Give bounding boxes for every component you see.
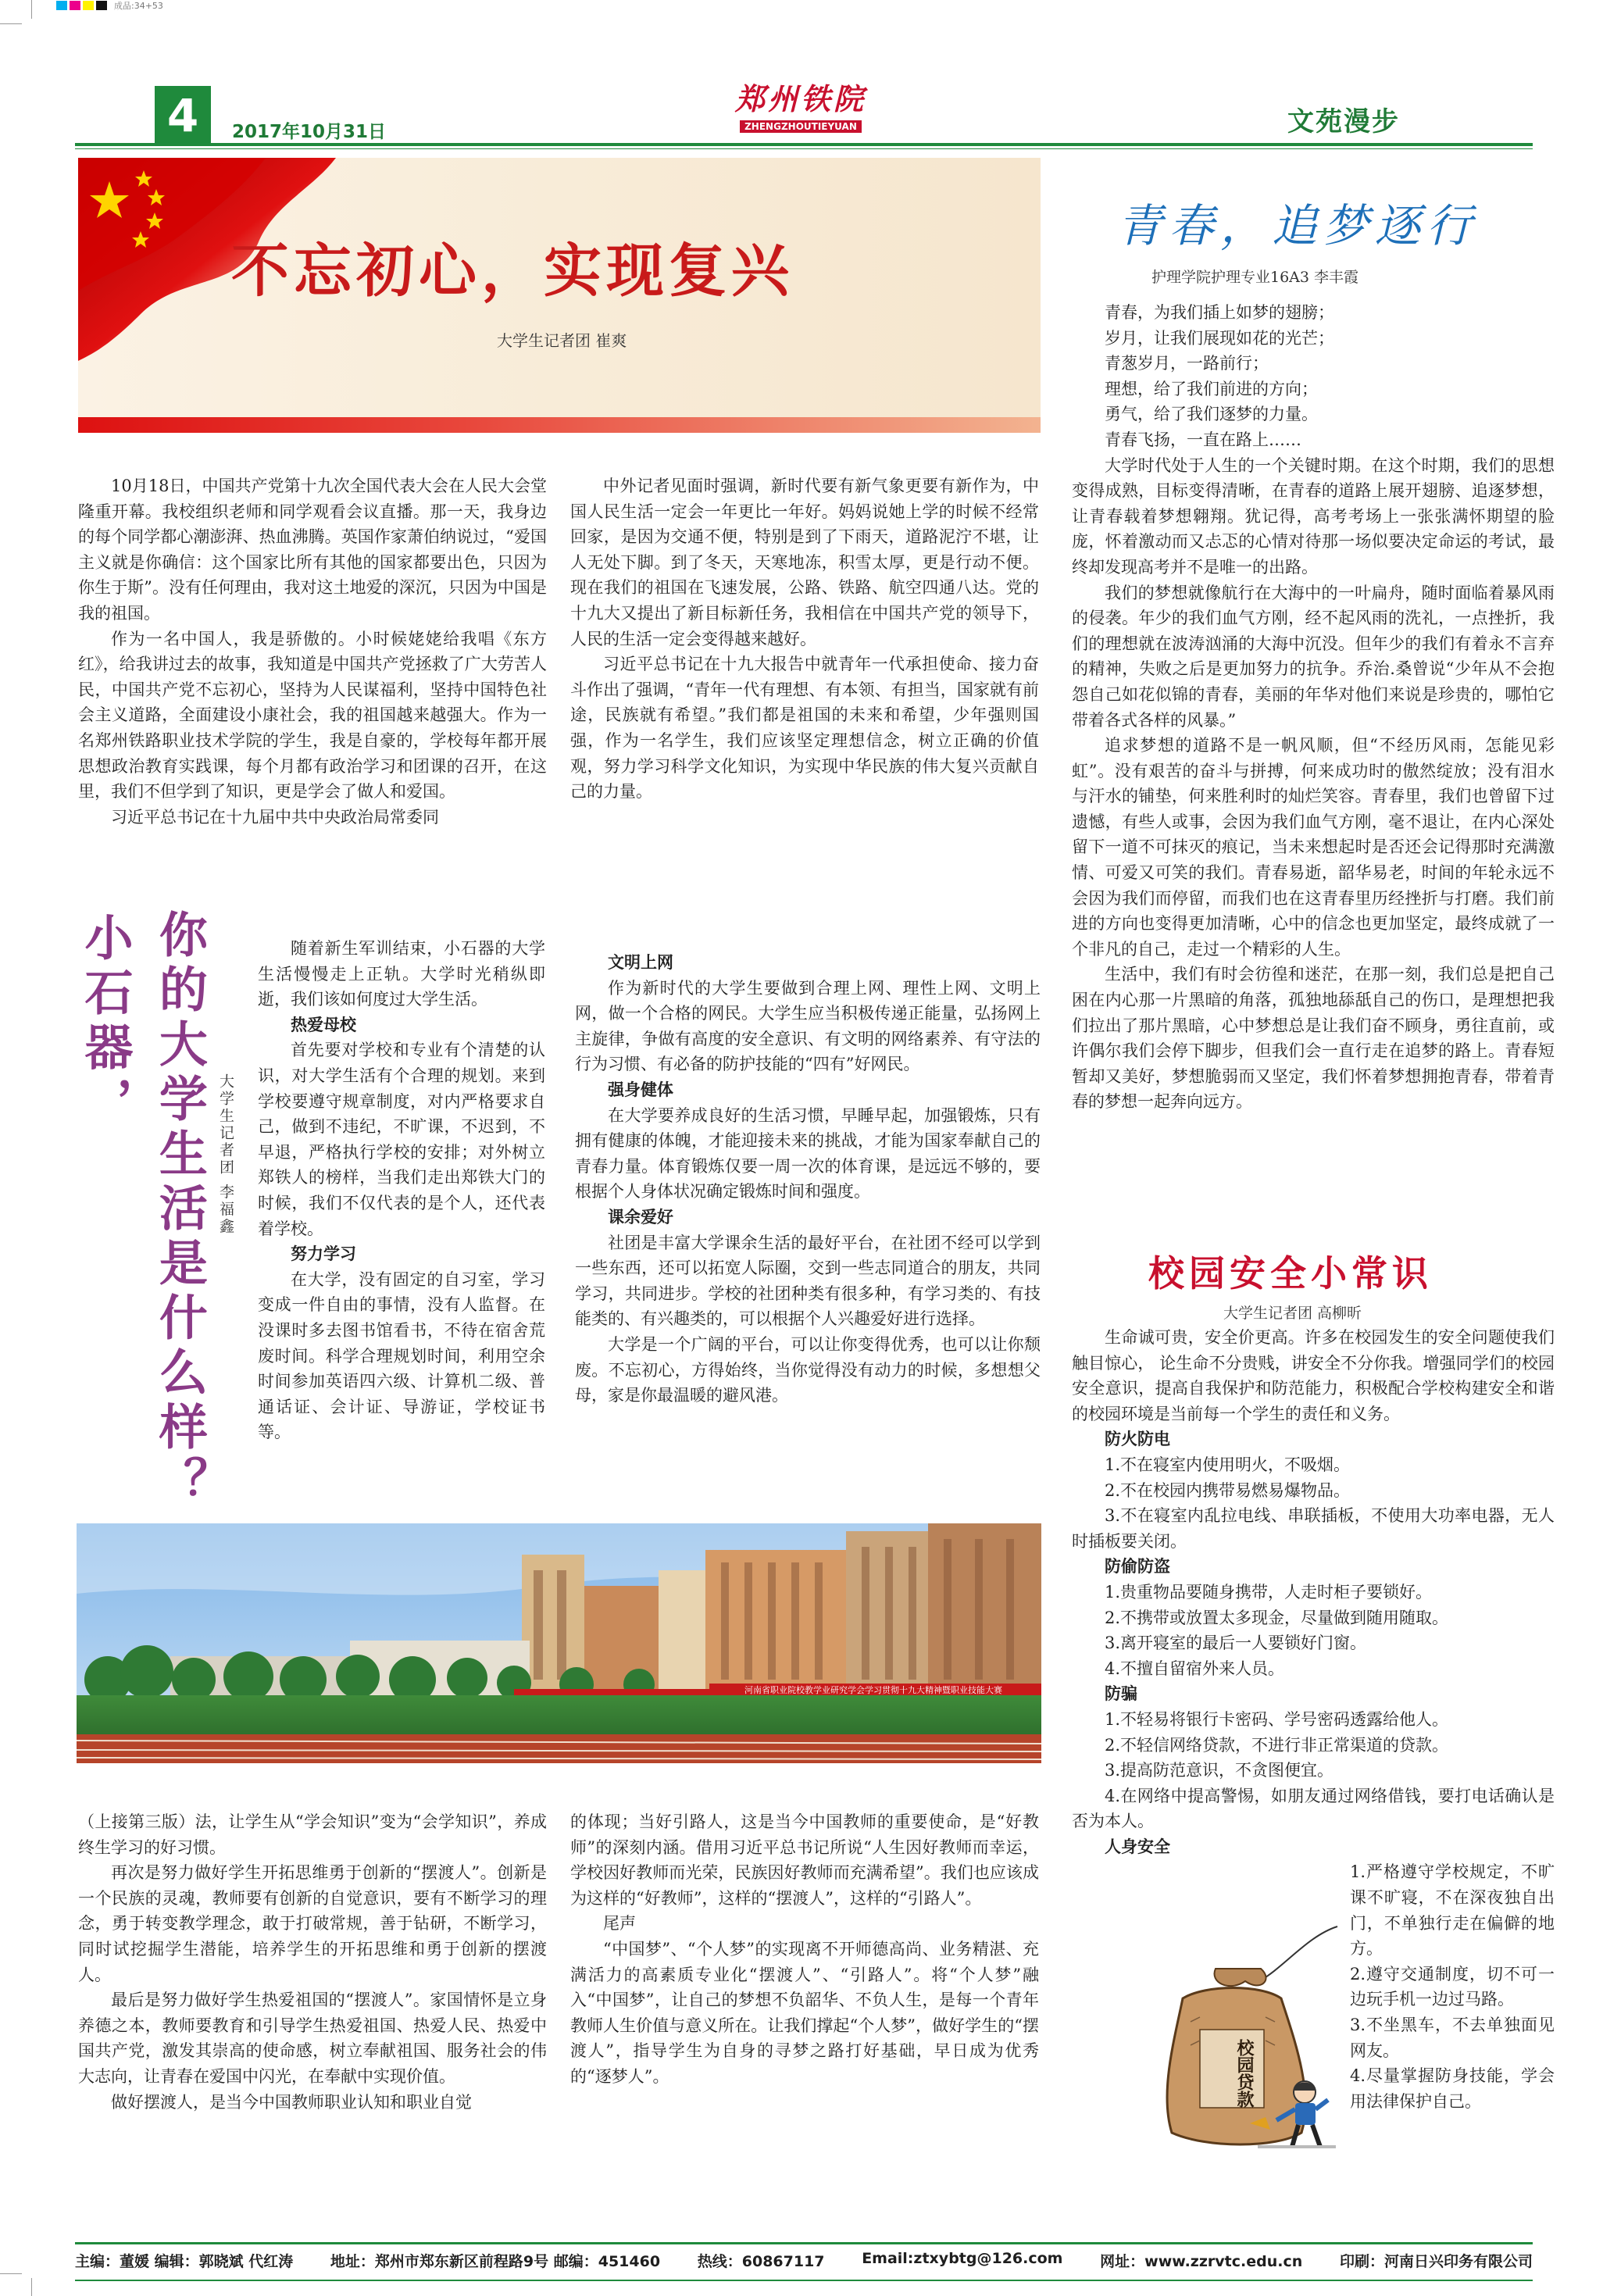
article1-column-2 [570, 473, 1039, 805]
article4-title: 校园安全小常识 [1148, 1252, 1433, 1294]
paragraph: 大学是一个广阔的平台，可以让你变得优秀，也可以让你颓废。不忘初心，方得始终，当你觉得没有动力的时候，多想想父母，家是你最温暖的避风港。 [575, 1334, 1041, 1405]
footer [75, 2250, 1533, 2271]
safety-item: 2.不携带或放置太多现金，尽量做到随用随取。 [1105, 1608, 1449, 1627]
footer-address: 地址：郑州市郑东新区前程路9号 邮编：451460 [330, 2253, 661, 2270]
safety-item: 4.尽量掌握防身技能，学会用法律保护自己。 [1350, 2066, 1555, 2111]
black-mark [96, 1, 107, 10]
paragraph: 做好摆渡人，是当今中国教师职业认知和职业自觉 [111, 2092, 472, 2112]
footer-printer: 印刷：河南日兴印务有限公司 [1339, 2253, 1533, 2270]
footer-rule [75, 2242, 1533, 2244]
safety-item: 1.贵重物品要随身携带，人走时柜子要锁好。 [1105, 1582, 1433, 1601]
paragraph: 最后是努力做好学生热爱祖国的“摆渡人”。家国情怀是立身养德之本，教师要教育和引导学生热爱祖国、热爱人民、热爱中国共产党，激发其崇高的使命感，树立奉献祖国、服务社会的伟大志向，让青春在爱国中闪光，在奉献中实现价值。 [78, 1991, 547, 2086]
article1-title: 不忘初心，实现复兴 [231, 237, 794, 305]
intro-paragraph: 生命诚可贵，安全价更高。许多在校园发生的安全问题使我们触目惊心， 论生命不分贵贱，讲安全不分你我。增强同学们的校园安全意识，提高自我保护和防范能力，积极配合学校构建安全和谐的校园环境是当前每一个学生的责任和义务。 [1072, 1328, 1555, 1423]
paragraph: 首先要对学校和专业有个清楚的认识，对大学生活有个合理的规划。来到学校要遵守规章制度，对内严格要求自己，做到不违纪，不旷课，不迟到，不早退，严格执行学校的安排；对外树立郑铁人的榜样，当我们走出郑铁大门的时候，我们不仅代表的是个人，还代表着学校。 [258, 1041, 545, 1238]
paragraph: 我们的梦想就像航行在大海中的一叶扁舟，随时面临着暴风雨的侵袭。年少的我们血气方刚，经不起风雨的洗礼，一点挫折，我们的理想就在波涛汹涌的大海中沉没。但年少的我们有着永不言弃的精神，失败之后是更加努力的抗争。乔治.桑曾说“少年从不会抱怨自己如花似锦的青春，美丽的年华对他们来说是珍贵的，哪怕它带着各式各样的风暴。” [1072, 583, 1555, 730]
subheading: 文明上网 [608, 953, 673, 972]
paragraph: 随着新生军训结束，小石器的大学生活慢慢走上正轨。大学时光稍纵即逝，我们该如何度过大学生活。 [258, 939, 545, 1009]
student-figure-icon [1250, 2076, 1344, 2153]
paragraph: 中外记者见面时强调，新时代要有新气象更要有新作为，中国人民生活一定会一年更比一年好。妈妈说她上学的时候不经常回家，是因为交通不便，特别是到了下雨天，道路泥泞不堪，让人无处下脚。到了冬天，天寒地冻，积雪太厚，更是行动不便。现在我们的祖国在飞速发展，公路、铁路、航空四通八达。党的十九大又提出了新目标新任务，我相信在中国共产党的领导下，人民的生活一定会变得越来越好。 [570, 477, 1039, 648]
issue-date: 2017年10月31日 [232, 122, 387, 142]
article3-body [1072, 300, 1555, 1115]
page-number: 4 [155, 86, 211, 145]
article2-column-1 [258, 936, 545, 1445]
section-title: 文苑漫步 [1287, 106, 1400, 137]
article1-banner [78, 158, 1041, 433]
subheading: 努力学习 [291, 1244, 356, 1264]
yellow-mark [83, 1, 94, 10]
crop-mark [0, 23, 22, 24]
article4-byline: 大学生记者团 高柳昕 [1223, 1305, 1362, 1322]
article2-column-2 [575, 950, 1041, 1409]
article3-byline: 护理学院护理专业16A3 李丰霞 [1151, 269, 1359, 286]
print-code: 成品:34+53 [114, 1, 163, 11]
paragraph: 生活中，我们有时会彷徨和迷茫，在那一刻，我们总是把自己困在内心那一片黑暗的角落，孤独地舔舐自己的伤口，是理想把我们拉出了那片黑暗，心中梦想总是让我们奋不顾身，勇往直前，或许偶尔我们会停下脚步，但我们会一直行走在追梦的路上。青春短暂却又美好，梦想脆弱而又坚定，我们怀着梦想拥抱青春，带着青春的梦想一起奔向远方。 [1072, 965, 1555, 1112]
header-rule [75, 143, 1533, 146]
footer-rule-bottom [75, 2280, 1533, 2281]
safety-item: 3.离开寝室的最后一人要锁好门窗。 [1105, 1634, 1367, 1653]
article2-title-right: 你的大学生活是什么样？ [151, 909, 209, 1511]
paragraph: 10月18日，中国共产党第十九次全国代表大会在人民大会堂隆重开幕。我校组织老师和同学观看会议直播。那一天，我身边的每个同学都心潮澎湃、热血沸腾。英国作家萧伯纳说过，“爱国主义就是你确信：这个国家比所有其他的国家都要出色，只因为你生于斯”。没有任何理由，我对这土地爱的深沉，只因为中国是我的祖国。 [78, 477, 547, 623]
safety-item: 4.在网络中提高警惕，如朋友通过网络借钱，要打电话确认是否为本人。 [1072, 1786, 1555, 1831]
logo-calligraphy: 郑州铁院 [734, 81, 866, 116]
paragraph: 再次是努力做好学生开拓思维勇于创新的“摆渡人”。创新是一个民族的灵魂，教师要有创新的自觉意识，要有不断学习的理念，勇于转变教学理念，敢于打破常规，善于钻研，不断学习，同时试挖掘学生潜能，培养学生的开拓思维和勇于创新的摆渡人。 [78, 1863, 547, 1984]
paragraph: 追求梦想的道路不是一帆风顺，但“不经历风雨，怎能见彩虹”。没有艰苦的奋斗与拼搏，何来成功时的傲然绽放；没有泪水与汗水的铺垫，何来胜利时的灿烂笑容。青春里，我们也曾留下过遗憾，有些人或事，会因为我们血气方刚，毫不退让，在内心深处留下一道不可抹灭的痕记，当未来想起时是否还会记得那时充满激情、可爱又可笑的我们。青春易逝，韶华易老，时间的年轮永远不会因为我们而停留，而我们也在这青春里历经挫折与打磨。我们前进的方向也变得更加清晰，心中的信念也更加坚定，最终成就了一个非凡的自己，走过一个精彩的人生。 [1072, 736, 1555, 959]
cartoon-bag-label: 校园贷款 [1234, 2039, 1254, 2108]
safety-item: 2.不轻信网络贷款，不进行非正常渠道的贷款。 [1105, 1735, 1449, 1755]
newspaper-logo [723, 75, 879, 133]
cyan-mark [56, 1, 67, 10]
print-color-marks [56, 0, 212, 11]
subheading: 强身健体 [608, 1080, 673, 1099]
article1-byline: 大学生记者团 崔爽 [497, 331, 627, 350]
magenta-mark [70, 1, 80, 10]
article2-title-left: 小石器， [77, 912, 134, 1131]
footer-email[interactable]: Email:ztxybtg@126.com [862, 2250, 1063, 2267]
campus-photo [77, 1523, 1041, 1763]
article1-column-1 [78, 473, 547, 830]
paragraph: 的体现；当好引路人，这是当今中国教师的重要使命，是“好教师”的深刻内涵。借用习近平总书记所说“人生因好教师而幸运，学校因好教师而光荣，民族因好教师而充满希望”。我们也应该成为这样的“好教师”，这样的“摆渡人”，这样的“引路人”。 [570, 1812, 1039, 1908]
paragraph: 作为新时代的大学生要做到合理上网、理性上网、文明上网，做一个合格的网民。大学生应当积极传递正能量，弘扬网上主旋律，争做有高度的安全意识、有文明的网络素养、有守法的行为习惯、有必备的防护技能的“四有”好网民。 [575, 978, 1041, 1074]
safety-item: 1.严格遵守学校规定，不旷课不旷寝，不在深夜独自出门，不单独行走在偏僻的地方。 [1350, 1862, 1555, 1959]
paragraph: 社团是丰富大学课余生活的最好平台，在社团不经可以学到一些东西，还可以拓宽人际圈，交到一些志同道合的朋友，共同学习，共同进步。学校的社团种类有很多种，有学习类的、有技能类的、有兴趣类的，可以根据个人兴趣爱好进行选择。 [575, 1233, 1041, 1329]
paragraph: 习近平总书记在十九大报告中就青年一代承担使命、接力奋斗作出了强调，“青年一代有理想、有本领、有担当，国家就有前途，民族就有希望。”我们都是祖国的未来和希望，少年强则国强，作为一名学生，我们应该坚定理想信念，树立正确的价值观，努力学习科学文化知识，为实现中华民族的伟大复兴贡献自己的力量。 [570, 655, 1039, 802]
paragraph: 习近平总书记在十九届中共中央政治局常委同 [111, 807, 439, 827]
article3-title: 青春，追梦逐行 [1117, 199, 1479, 252]
paragraph: （上接第三版）法，让学生从“学会知识”变为“会学知识”，养成终生学习的好习惯。 [78, 1812, 547, 1857]
paragraph: 在大学，没有固定的自习室，学习变成一件自由的事情，没有人监督。在没课时多去图书馆看书，不待在宿舍荒废时间。科学合理规划时间，利用空余时间参加英语四六级、计算机二级、普通话证、会计证、导游证，学校证书等。 [258, 1269, 545, 1442]
footer-hotline: 热线：60867117 [697, 2253, 825, 2270]
banner-bottom-band [78, 417, 1041, 433]
safety-item: 1.不轻易将银行卡密码、学号密码透露给他人。 [1105, 1709, 1449, 1729]
poem-line: 理想，给了我们前进的方向； [1105, 379, 1318, 398]
poem-line: 青葱岁月，一路前行； [1105, 354, 1269, 373]
safety-heading: 防火防电 [1105, 1430, 1170, 1449]
safety-item: 2.不在校园内携带易燃易爆物品。 [1105, 1480, 1351, 1500]
article5-column-1 [78, 1809, 547, 2115]
footer-website[interactable]: 网址：www.zzrvtc.edu.cn [1100, 2253, 1303, 2270]
photo-banner-text: 河南省职业院校教学业研究学会学习贯彻十九大精神暨职业技能大赛 [744, 1685, 1002, 1695]
safety-item: 3.提高防范意识，不贪图便宜。 [1105, 1761, 1334, 1780]
crop-mark [0, 2273, 22, 2274]
safety-item: 2.遵守交通制度，切不可一边玩手机一边过马路。 [1350, 1964, 1555, 2009]
paragraph: “中国梦”、“个人梦”的实现离不开师德高尚、业务精湛、充满活力的高素质专业化“摆渡人”、“引路人”。将“个人梦”融入“中国梦”，让自己的梦想不负韶华、不负人生，是每一个青年教师人生价值与意义所在。让我们撑起“个人梦”，做好学生的“摆渡人”，指导学生为自身的寻梦之路打好基础，早日成为优秀的“逐梦人”。 [570, 1939, 1039, 2086]
subheading: 课余爱好 [608, 1207, 673, 1227]
header-rule-thin [75, 148, 1533, 149]
safety-heading: 防骗 [1105, 1684, 1137, 1704]
safety-heading: 人身安全 [1105, 1837, 1170, 1856]
paragraph: 在大学要养成良好的生活习惯，早睡早起，加强锻炼，只有拥有健康的体魄，才能迎接未来的挑战，才能为国家奉献自己的青春力量。体育锻炼仅要一周一次的体育课，是远远不够的，要根据个人身体状况确定锻炼时间和强度。 [575, 1105, 1041, 1202]
safety-heading: 防偷防盗 [1105, 1557, 1170, 1576]
safety-item: 3.不坐黑车，不去单独面见网友。 [1350, 2016, 1555, 2060]
campus-image [77, 1523, 1041, 1763]
poem-line: 勇气，给了我们逐梦的力量。 [1105, 405, 1318, 424]
poem-line: 青春，为我们插上如梦的翅膀； [1105, 303, 1334, 322]
safety-item: 1.不在寝室内使用明火，不吸烟。 [1105, 1455, 1351, 1474]
poem-line: 青春飞扬，一直在路上…… [1105, 430, 1301, 449]
crop-mark [31, 2278, 32, 2296]
paragraph: 大学时代处于人生的一个关键时期。在这个时期，我们的思想变得成熟，目标变得清晰，在青春的道路上展开翅膀、追逐梦想，让青春载着梦想翱翔。犹记得，高考考场上一张张满怀期望的脸庞，怀着激动而又忐忑的心情对待那一场似要决定命运的考试，最终却发现高考并不是唯一的出路。 [1072, 455, 1555, 577]
loan-trap-cartoon [1128, 1920, 1350, 2153]
footer-editors: 主编：董媛 编辑：郭晓斌 代红涛 [75, 2253, 294, 2270]
subheading: 热爱母校 [291, 1015, 356, 1034]
article2-byline: 大学生记者团 李福鑫 [217, 1073, 234, 1236]
paragraph: 作为一名中国人，我是骄傲的。小时候姥姥给我唱《东方红》，给我讲过去的故事，我知道是中国共产党拯救了广大劳苦人民，中国共产党不忘初心，坚持为人民谋福利，坚持中国特色社会主义道路，全面建设小康社会，我的祖国越来越强大。作为一名郑州铁路职业技术学院的学生，我是自豪的，学校每年都开展思想政治教育实践课，每个月都有政治学习和团课的召开，在这里，我们不但学到了知识，更是学会了做人和爱国。 [78, 629, 547, 802]
safety-item: 4.不擅自留宿外来人员。 [1105, 1659, 1285, 1678]
crop-mark [31, 0, 32, 19]
paragraph: 尾声 [603, 1914, 636, 1934]
poem-line: 岁月，让我们展现如花的光芒； [1105, 328, 1334, 348]
safety-item: 3.不在寝室内乱拉电线、串联插板，不使用大功率电器，无人时插板要关闭。 [1072, 1506, 1555, 1551]
logo-pinyin: ZHENGZHOUTIEYUAN [740, 120, 862, 133]
article5-column-2 [570, 1809, 1039, 2090]
